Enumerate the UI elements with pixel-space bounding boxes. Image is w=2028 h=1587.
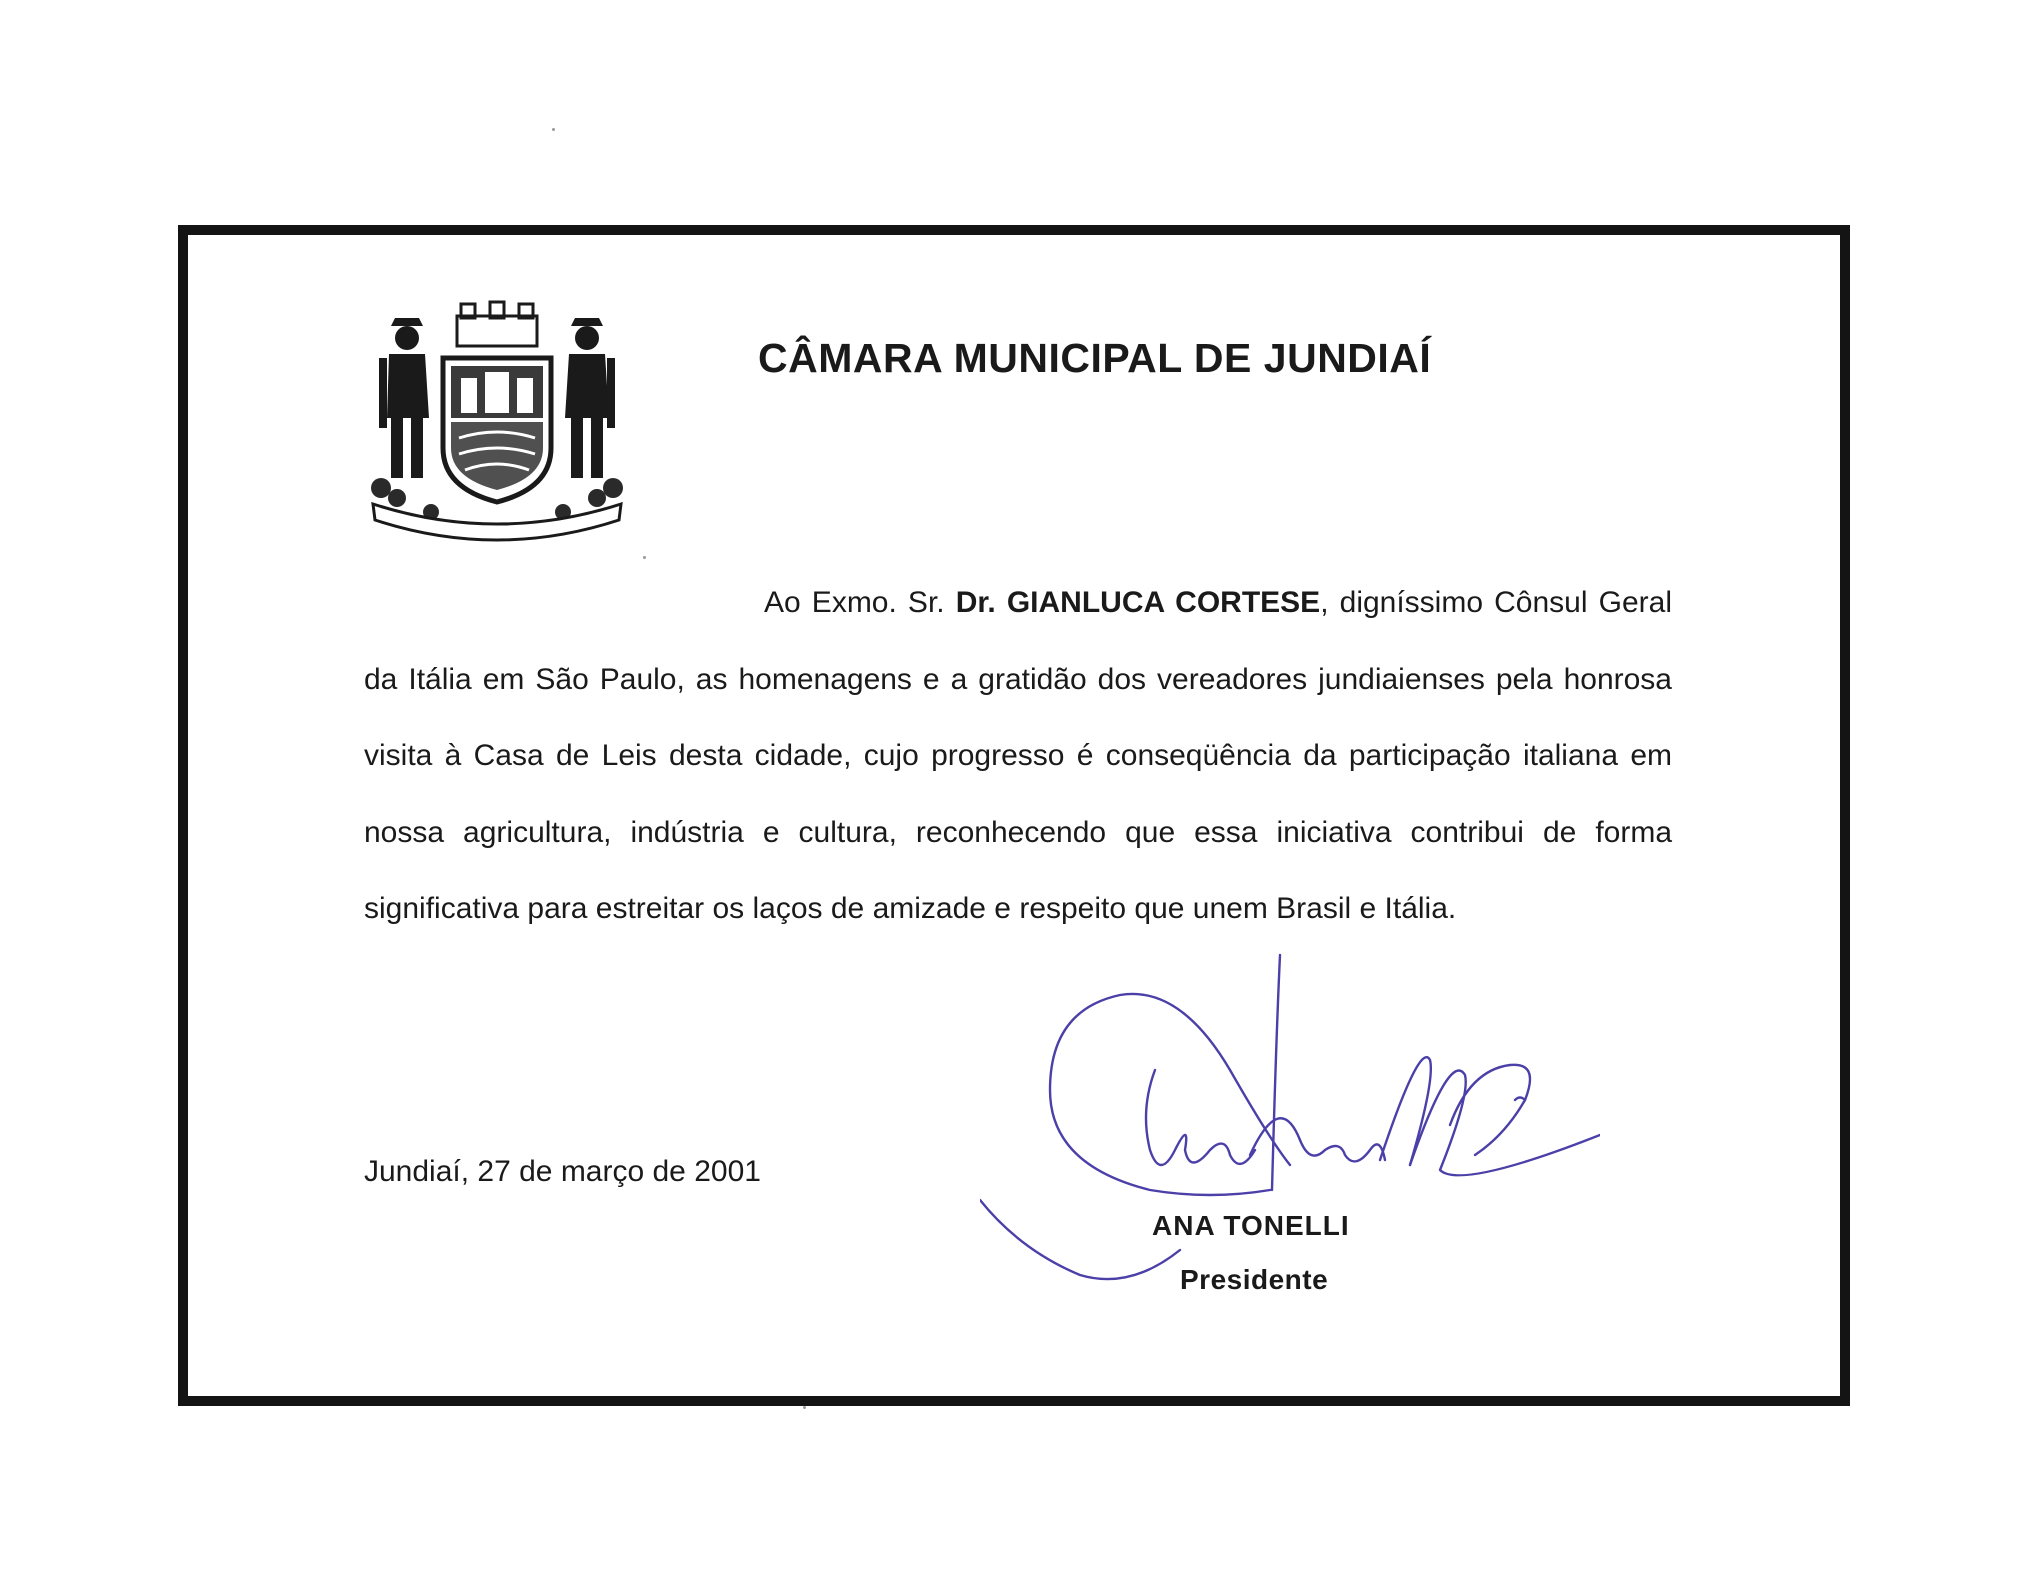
scan-speck bbox=[803, 1406, 806, 1409]
letter-body bbox=[364, 565, 1672, 948]
scan-speck bbox=[643, 556, 646, 559]
letter-body-text: , digníssimo Cônsul Geral da Itália em São Paulo, as homenagens e a gratidão dos vereadores jundiaienses pela honrosa visita à Casa de Leis desta cidade, cujo progresso é conseqüência da participação italiana em nossa agricultura, indústria e cultura, reconhecendo que essa iniciativa contribui de forma significativa para estreitar os laços de amizade e respeito que unem Brasil e Itália. bbox=[364, 586, 1672, 925]
signer-name: ANA TONELLI bbox=[1152, 1210, 1350, 1241]
coat-of-arms-icon bbox=[361, 298, 633, 548]
honoree-name: Dr. GIANLUCA CORTESE bbox=[955, 586, 1321, 619]
signer-role: Presidente bbox=[1180, 1264, 1329, 1295]
salutation-prefix: Ao Exmo. Sr. bbox=[764, 586, 956, 619]
page-title: CÂMARA MUNICIPAL DE JUNDIAÍ bbox=[758, 335, 1432, 381]
scan-speck bbox=[552, 128, 555, 131]
place-date: Jundiaí, 27 de março de 2001 bbox=[364, 1155, 761, 1188]
